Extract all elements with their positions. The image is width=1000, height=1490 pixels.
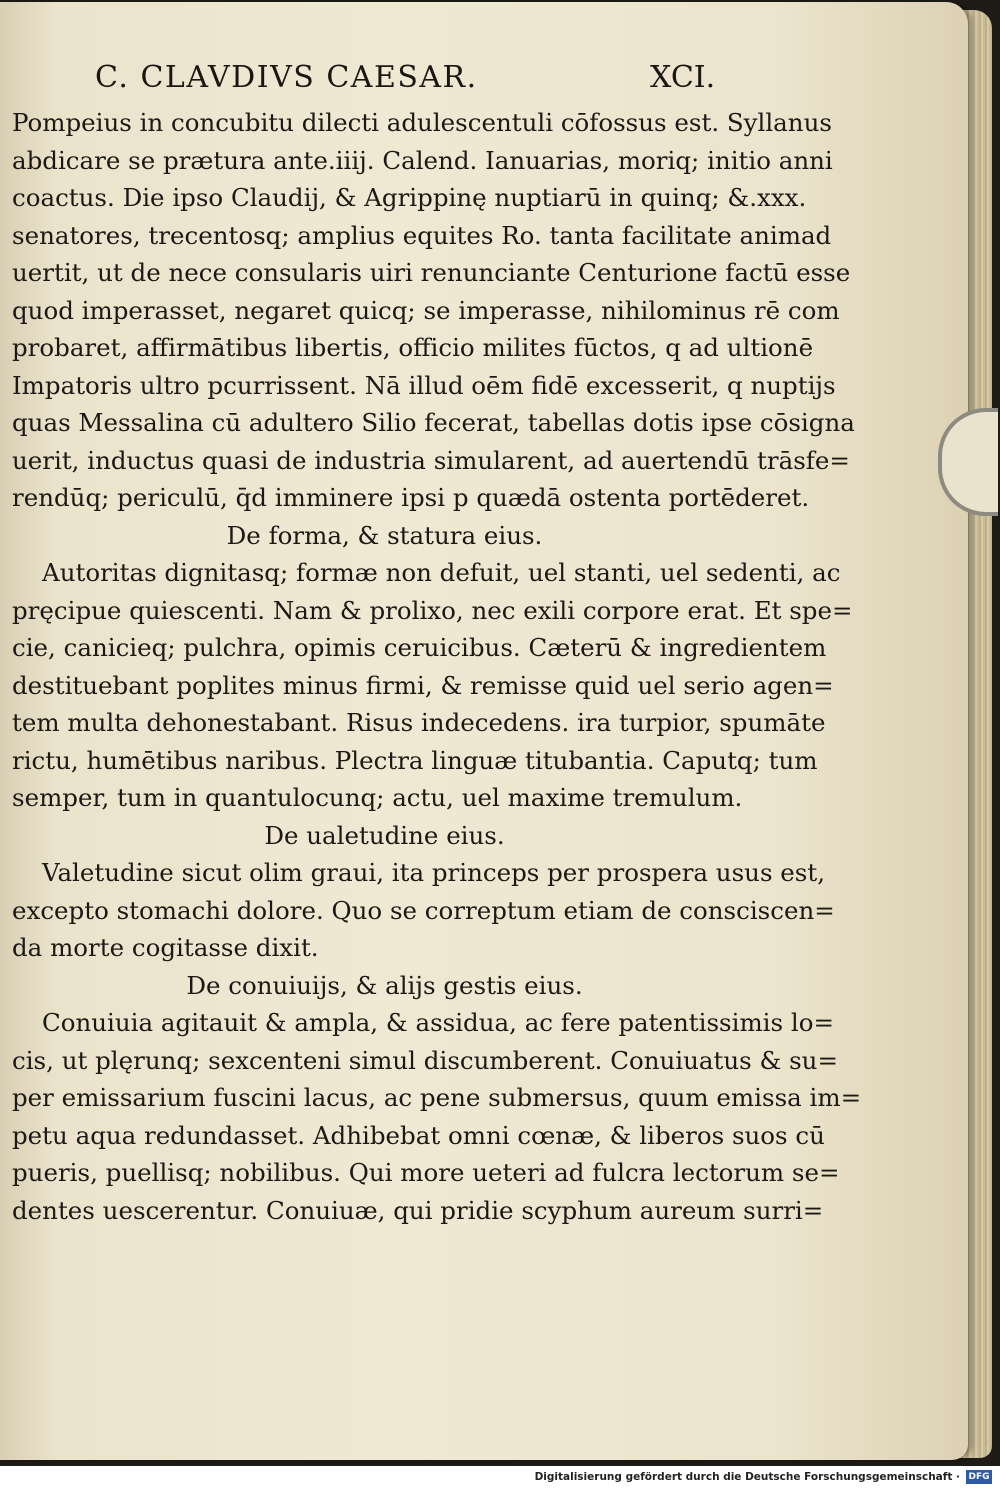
text-line: uerit, inductus quasi de industria simularent, ad auertendū trāsfe= (12, 445, 850, 475)
running-header (95, 60, 715, 104)
text-line: Pompeius in concubitu dilecti adulescentuli cōfossus est. Syllanus (12, 108, 832, 137)
text-line: rendūq; periculū, q̄d imminere ipsi p quædā ostenta portēderet. (12, 483, 810, 512)
text-line: dentes uescerentur. Conuiuæ, qui pridie scyphum aureum surri= (12, 1195, 824, 1225)
text-line: uertit, ut de nece consularis uiri renunciante Centurione factū esse (12, 258, 851, 287)
funding-credit: Digitalisierung gefördert durch die Deutsche Forschungsgemeinschaft · (534, 1471, 960, 1483)
text-line: excepto stomachi dolore. Quo se correptum etiam de consciscen= (12, 895, 835, 925)
text-line: semper, tum in quantulocunq; actu, uel maxime tremulum. (12, 783, 743, 812)
folio-number: XCI. (650, 60, 716, 95)
text-line: coactus. Die ipso Claudij, & Agrippinę nuptiarū in quinq; &.xxx. (12, 183, 807, 212)
text-line: per emissarium fuscini lacus, ac pene submersus, quum emissa im= (12, 1083, 862, 1112)
dfg-logo: DFG (966, 1470, 992, 1484)
text-line: Impatoris ultro pcurrissent. Nā illud oēm fidē excesserit, q nuptijs (12, 370, 836, 400)
text-line: quas Messalina cū adultero Silio fecerat, tabellas dotis ipse cōsigna (12, 408, 855, 437)
text-line: da morte cogitasse dixit. (12, 933, 319, 962)
text-line: Conuiuia agitauit & ampla, & assidua, ac fere patentissimis lo= (42, 1008, 834, 1037)
running-title: C. CLAVDIVS CAESAR. (95, 60, 478, 95)
text-block (12, 104, 862, 1229)
text-line: cis, ut plęrunq; sexcenteni simul discumberent. Conuiuatus & su= (12, 1045, 838, 1075)
text-line: Autoritas dignitasq; formæ non defuit, uel stanti, uel sedenti, ac (42, 558, 841, 587)
section-heading: De conuiuijs, & alijs gestis eius. (186, 970, 583, 1000)
text-line: rictu, humētibus naribus. Plectra linguæ titubantia. Caputq; tum (12, 745, 818, 775)
text-line: senatores, trecentosq; amplius equites Ro. tanta facilitate animad (12, 220, 832, 250)
footer-bar (0, 1466, 1000, 1490)
text-line: destituebant poplites minus firmi, & remisse quid uel serio agen= (12, 670, 834, 700)
text-line: probaret, affirmātibus libertis, officio milites fūctos, q ad ultionē (12, 333, 814, 362)
section-heading: De forma, & statura eius. (226, 520, 543, 550)
text-line: tem multa dehonestabant. Risus indecedens. ira turpior, spumāte (12, 708, 826, 737)
text-line: pueris, puellisq; nobilibus. Qui more ueteri ad fulcra lectorum se= (12, 1158, 840, 1187)
book-page (0, 2, 968, 1460)
text-line: cie, canicieq; pulchra, opimis ceruicibus. Cæterū & ingredientem (12, 633, 827, 662)
section-heading: De ualetudine eius. (264, 820, 505, 850)
text-line: petu aqua redundasset. Adhibebat omni cœnæ, & liberos suos cū (12, 1120, 825, 1150)
text-line: abdicare se prætura ante.iiij. Calend. Ianuarias, moriq; initio anni (12, 145, 833, 175)
text-line: quod imperasset, negaret quicq; se imperasse, nihilominus rē com (12, 295, 840, 325)
text-line: Valetudine sicut olim graui, ita princeps per prospera usus est, (42, 858, 826, 887)
text-line: pręcipue quiescenti. Nam & prolixo, nec exili corpore erat. Et spe= (12, 595, 853, 625)
